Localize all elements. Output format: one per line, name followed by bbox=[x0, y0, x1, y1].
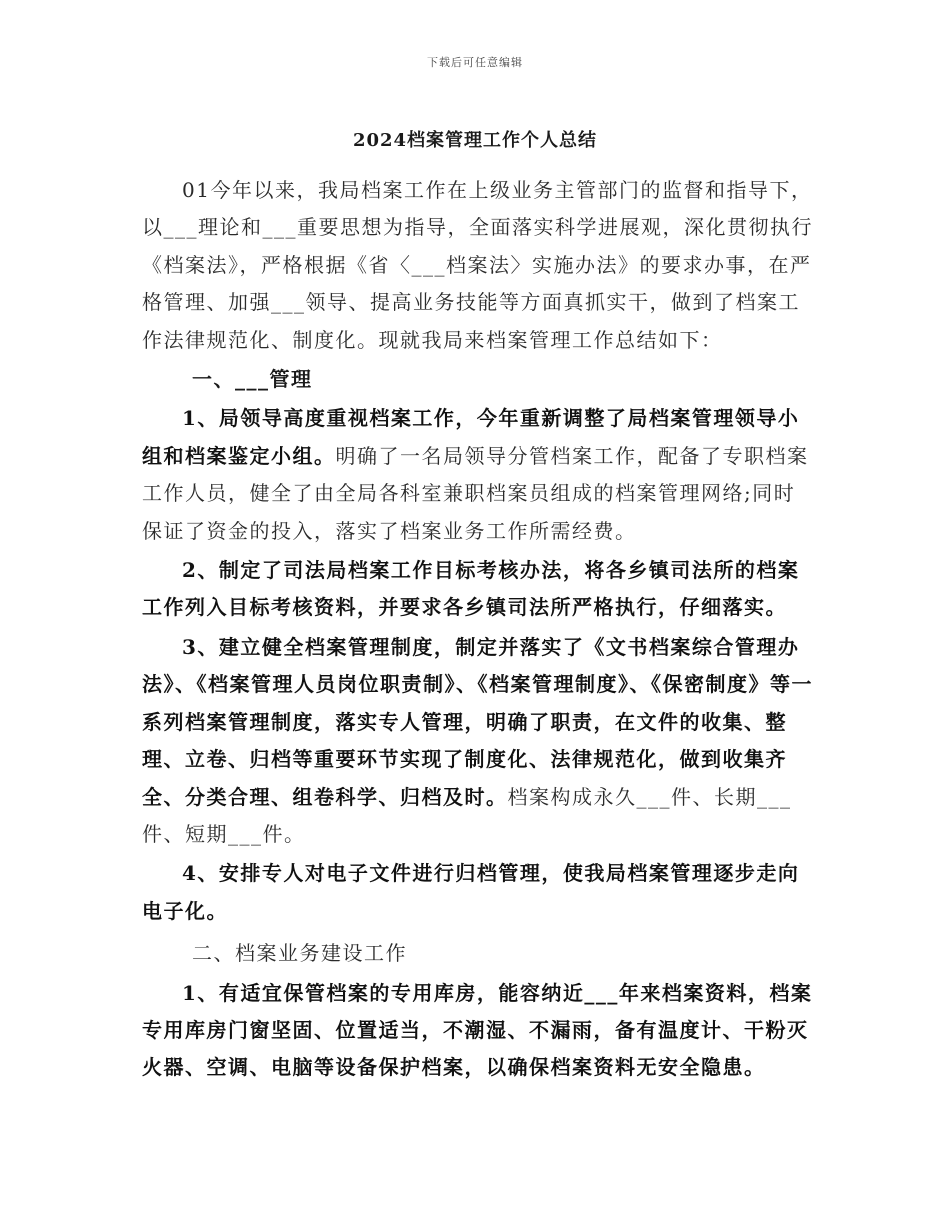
section-heading-1: 一、___管理 bbox=[192, 367, 313, 392]
download-note: 下载后可任意编辑 bbox=[427, 56, 523, 69]
document-title: 2024档案管理工作个人总结 bbox=[352, 130, 598, 151]
section-heading-2: 二、档案业务建设工作 bbox=[192, 941, 407, 966]
intro-paragraph: 01今年以来，我局档案工作在上级业务主管部门的监督和指导下，以___理论和___重要思想为指导，全面落实科学进展观，深化贯彻执行《档案法》，严格根据《省〈___档案法〉实施办法》的要求办事，在严格管理、加强___领导、提高业务技能等方面真抓实干，做到了档案工作法律规范化、制度化。现就我局来档案管理工作总结如下： bbox=[142, 178, 813, 352]
paragraph-3-body: 档案构成永久___件、长期___件、短期___件。 bbox=[142, 784, 792, 846]
paragraph-1-lead: 1、局领导高度重视档案工作，今年重新调整了局档案管理领导小组和档案鉴定小组。 bbox=[142, 406, 800, 468]
paragraph-4: 4、安排专人对电子文件进行归档管理，使我局档案管理逐步走向电子化。 bbox=[142, 861, 800, 923]
paragraph-1 bbox=[142, 400, 814, 550]
paragraph-3 bbox=[142, 629, 814, 853]
paragraph-5: 1、有适宜保管档案的专用库房，能容纳近___年来档案资料，档案专用库房门窗坚固、位置适当，不潮湿、不漏雨，备有温度计、干粉灭火器、空调、电脑等设备保护档案，以确保档案资料无安全隐患。 bbox=[142, 980, 813, 1080]
paragraph-1-body: 明确了一名局领导分管档案工作，配备了专职档案工作人员，健全了由全局各科室兼职档案员组成的档案管理网络;同时保证了资金的投入，落实了档案业务工作所需经费。 bbox=[142, 443, 809, 543]
paragraph-2: 2、制定了司法局档案工作目标考核办法，将各乡镇司法所的档案工作列入目标考核资料，并要求各乡镇司法所严格执行，仔细落实。 bbox=[142, 558, 800, 620]
document-body bbox=[142, 172, 814, 1087]
paragraph-3-lead: 3、建立健全档案管理制度，制定并落实了《文书档案综合管理办法》、《档案管理人员岗位职责制》、《档案管理制度》、《保密制度》等一系列档案管理制度，落实专人管理，明确了职责，在文件的收集、整理、立卷、归档等重要环节实现了制度化、法律规范化，做到收集齐全、分类合理、组卷科学、归档及时。 bbox=[142, 634, 813, 809]
